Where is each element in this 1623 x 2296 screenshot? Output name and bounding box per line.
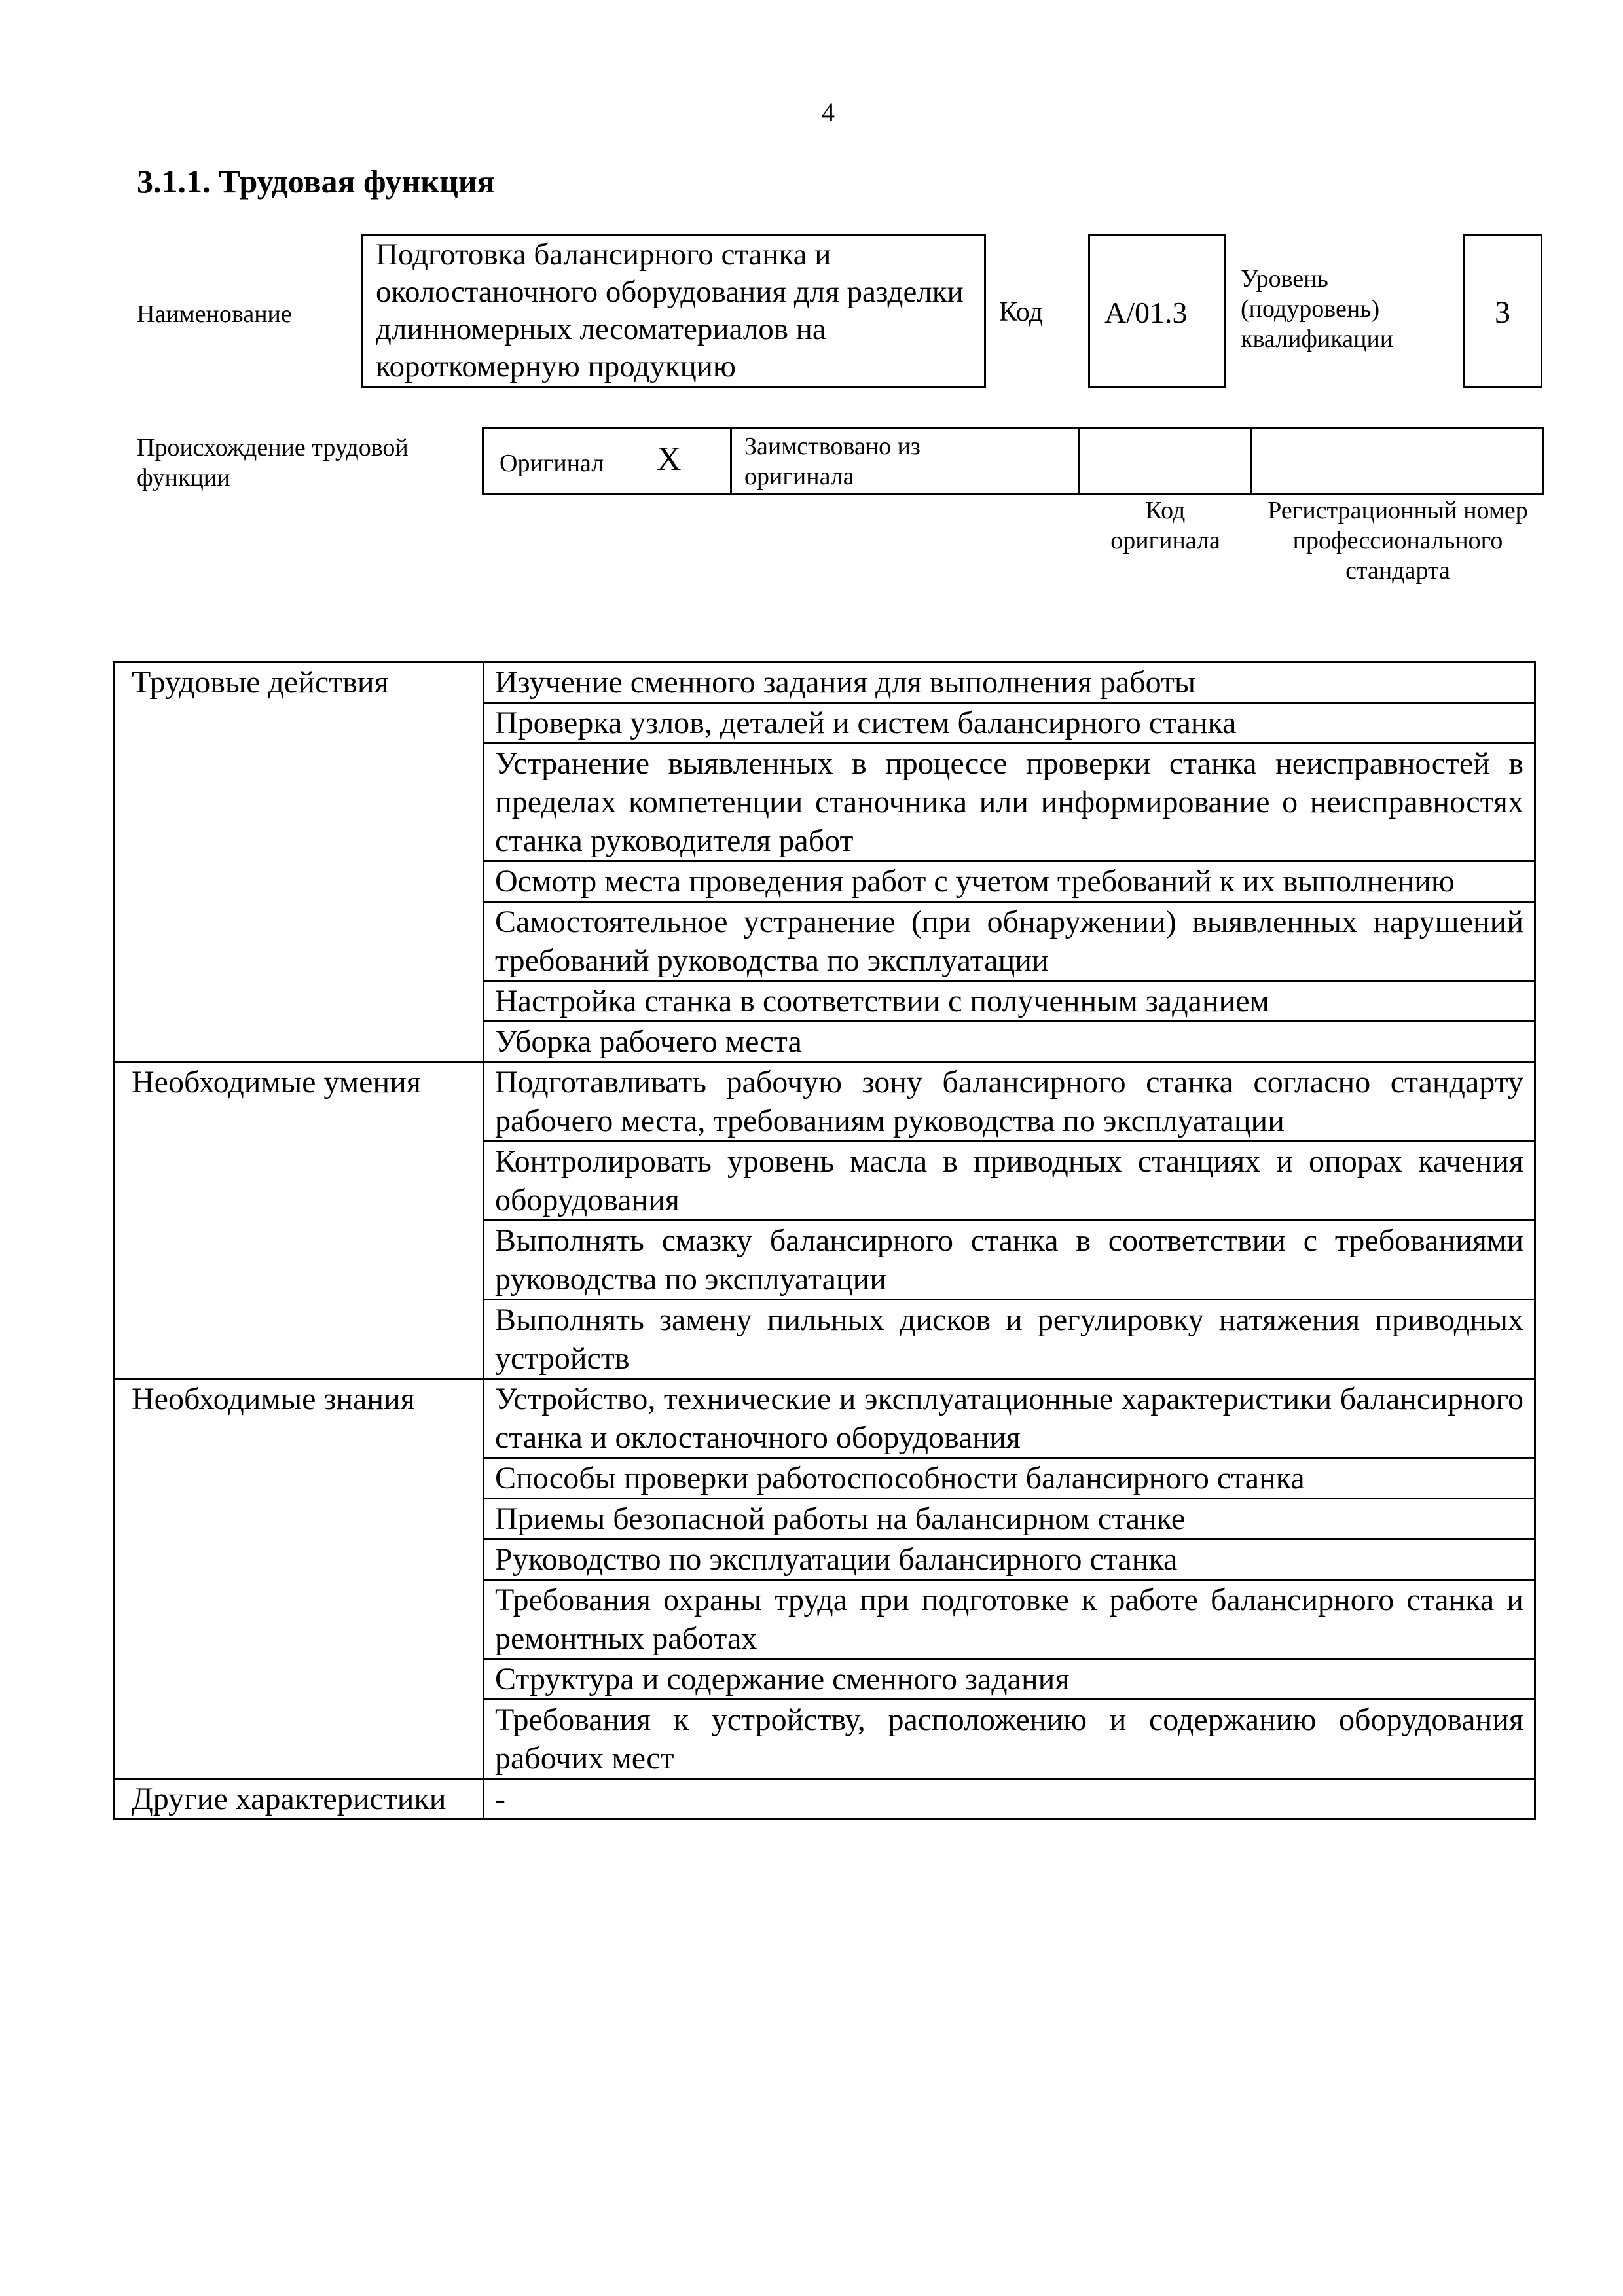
name-value-box xyxy=(361,234,986,388)
original-mark: X xyxy=(657,440,682,478)
category-cell: Трудовые действия xyxy=(114,662,484,1062)
origin-divider-1 xyxy=(730,429,732,493)
original-code-cell xyxy=(1250,429,1252,493)
item-cell: Структура и содержание сменного задания xyxy=(484,1659,1535,1700)
code-value: А/01.3 xyxy=(1104,296,1188,329)
name-value: Подготовка балансирного станка и околостаночного оборудования для разделки длинномерных лесоматериалов на короткомерную продукцию xyxy=(376,238,964,384)
item-cell: Требования охраны труда при подготовке к работе балансирного станка и ремонтных работах xyxy=(484,1580,1535,1659)
item-cell: Проверка узлов, деталей и систем балансирного станка xyxy=(484,703,1535,744)
borrowed-label: Заимствовано из оригинала xyxy=(744,433,921,490)
item-cell: Выполнять замену пильных дисков и регулировку натяжения приводных устройств xyxy=(484,1300,1535,1379)
name-label: Наименование xyxy=(137,300,292,328)
item-cell: Приемы безопасной работы на балансирном станке xyxy=(484,1499,1535,1539)
original-code-caption: Код оригинала xyxy=(1110,497,1220,554)
origin-label: Происхождение трудовой функции xyxy=(137,434,409,492)
original-label: Оригинал xyxy=(500,450,604,477)
item-cell: Уборка рабочего места xyxy=(484,1022,1535,1062)
item-cell: Самостоятельное устранение (при обнаружении) выявленных нарушений требований руководства по эксплуатации xyxy=(484,902,1535,981)
item-cell: Устройство, технические и эксплуатационные характеристики балансирного станка и оклостаночного оборудования xyxy=(484,1379,1535,1458)
labor-function-table xyxy=(113,661,1536,1820)
item-cell: Требования к устройству, расположению и содержанию оборудования рабочих мест xyxy=(484,1700,1535,1779)
level-value-box xyxy=(1463,234,1542,388)
table-row xyxy=(114,1779,1535,1820)
item-cell: Выполнять смазку балансирного станка в соответствии с требованиями руководства по эксплуатации xyxy=(484,1221,1535,1300)
item-cell: Руководство по эксплуатации балансирного станка xyxy=(484,1539,1535,1580)
reg-number-caption: Регистрационный номер профессионального стандарта xyxy=(1267,497,1528,584)
category-cell: Другие характеристики xyxy=(114,1779,484,1820)
code-value-box xyxy=(1088,234,1226,388)
table-row xyxy=(114,1379,1535,1458)
table-row xyxy=(114,662,1535,703)
page-number: 4 xyxy=(822,98,835,127)
item-cell: Устранение выявленных в процессе проверки станка неисправностей в пределах компетенции станочника или информирование о неисправностях станка руководителя работ xyxy=(484,744,1535,861)
table-row xyxy=(114,1062,1535,1141)
level-value: 3 xyxy=(1495,295,1510,330)
item-cell: - xyxy=(484,1779,1535,1820)
item-cell: Изучение сменного задания для выполнения работы xyxy=(484,662,1535,703)
section-title: 3.1.1. Трудовая функция xyxy=(137,163,495,200)
item-cell: Контролировать уровень масла в приводных станциях и опорах качения оборудования xyxy=(484,1141,1535,1221)
origin-divider-2 xyxy=(1078,429,1080,493)
origin-row xyxy=(482,427,1544,495)
item-cell: Подготавливать рабочую зону балансирного станка согласно стандарту рабочего места, требованиям руководства по эксплуатации xyxy=(484,1062,1535,1141)
item-cell: Способы проверки работоспособности балансирного станка xyxy=(484,1458,1535,1499)
item-cell: Осмотр места проведения работ с учетом требований к их выполнению xyxy=(484,861,1535,902)
category-cell: Необходимые знания xyxy=(114,1379,484,1779)
category-cell: Необходимые умения xyxy=(114,1062,484,1379)
item-cell: Настройка станка в соответствии с полученным заданием xyxy=(484,981,1535,1022)
code-label: Код xyxy=(999,297,1044,327)
level-label: Уровень (подуровень) квалификации xyxy=(1241,265,1394,353)
